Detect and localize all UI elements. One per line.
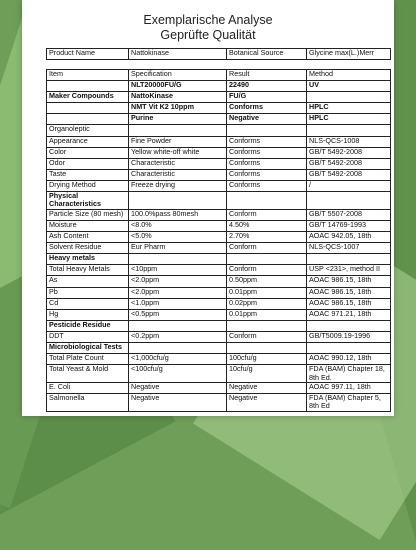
- row-result-cell: Conform: [227, 331, 307, 342]
- column-header-item: Item: [47, 70, 129, 81]
- row-item-cell: Total Yeast & Mold: [47, 365, 129, 383]
- row-result-cell: FU/G: [227, 92, 307, 103]
- row-item-cell: Total Plate Count: [47, 354, 129, 365]
- row-result-cell: [227, 254, 307, 265]
- row-result-cell: 0.01ppm: [227, 287, 307, 298]
- table-row: [47, 158, 391, 169]
- row-result-cell: Conforms: [227, 169, 307, 180]
- row-result-cell: 0.02ppm: [227, 298, 307, 309]
- row-item-cell: Pesticide Residue: [47, 320, 129, 331]
- row-specification-cell: <0.5ppm: [129, 309, 227, 320]
- row-item-cell: Pb: [47, 287, 129, 298]
- table-row: [47, 287, 391, 298]
- row-specification-cell: Purine: [129, 114, 227, 125]
- product-info-table: [46, 48, 391, 60]
- row-specification-cell: <0.2ppm: [129, 331, 227, 342]
- row-method-cell: GB/T 5492-2008: [307, 158, 391, 169]
- row-item-cell: [47, 114, 129, 125]
- row-method-cell: AOAC 971.21, 18th: [307, 309, 391, 320]
- row-specification-cell: <2.0ppm: [129, 276, 227, 287]
- sheet-title: Exemplarische Analyse: [143, 13, 273, 27]
- row-method-cell: GB/T 5492-2008: [307, 169, 391, 180]
- table-row: [47, 331, 391, 342]
- row-result-cell: 4.50%: [227, 220, 307, 231]
- row-item-cell: Hg: [47, 309, 129, 320]
- row-method-cell: [307, 342, 391, 353]
- row-item-cell: [47, 103, 129, 114]
- row-specification-cell: Negative: [129, 394, 227, 412]
- row-method-cell: [307, 192, 391, 210]
- row-method-cell: FDA (BAM) Chapter 18, 8th Ed.: [307, 365, 391, 383]
- row-result-cell: Conforms: [227, 180, 307, 191]
- row-item-cell: [47, 81, 129, 92]
- product-name-value: Nattokinase: [129, 49, 227, 60]
- row-item-cell: DDT: [47, 331, 129, 342]
- product-info-row: [47, 49, 391, 60]
- table-row: [47, 103, 391, 114]
- table-row: [47, 342, 391, 353]
- row-specification-cell: [129, 320, 227, 331]
- column-header-result: Result: [227, 70, 307, 81]
- table-row: [47, 320, 391, 331]
- row-method-cell: [307, 320, 391, 331]
- row-specification-cell: [129, 125, 227, 136]
- row-result-cell: [227, 192, 307, 210]
- row-specification-cell: <2.0ppm: [129, 287, 227, 298]
- table-row: [47, 298, 391, 309]
- row-specification-cell: Eur Pharm: [129, 243, 227, 254]
- row-result-cell: 22490: [227, 81, 307, 92]
- row-specification-cell: NLT20000FU/G: [129, 81, 227, 92]
- row-method-cell: USP <231>, method II: [307, 265, 391, 276]
- row-item-cell: Total Heavy Metals: [47, 265, 129, 276]
- row-specification-cell: [129, 254, 227, 265]
- row-specification-cell: <1,000cfu/g: [129, 354, 227, 365]
- row-item-cell: Taste: [47, 169, 129, 180]
- table-row: [47, 276, 391, 287]
- row-item-cell: Cd: [47, 298, 129, 309]
- row-method-cell: HPLC: [307, 114, 391, 125]
- row-item-cell: Organoleptic: [47, 125, 129, 136]
- row-specification-cell: Yellow white-off white: [129, 147, 227, 158]
- table-row: [47, 232, 391, 243]
- row-result-cell: Conforms: [227, 103, 307, 114]
- table-row: [47, 180, 391, 191]
- table-row: [47, 169, 391, 180]
- column-header-specification: Specification: [129, 70, 227, 81]
- row-specification-cell: <5.0%: [129, 232, 227, 243]
- row-result-cell: [227, 320, 307, 331]
- botanical-source-value: Glycine max(L.)Merr: [307, 49, 391, 60]
- row-method-cell: /: [307, 180, 391, 191]
- row-result-cell: Conforms: [227, 158, 307, 169]
- row-method-cell: AOAC 986.15, 18th: [307, 298, 391, 309]
- row-item-cell: Salmonella: [47, 394, 129, 412]
- row-result-cell: Conform: [227, 209, 307, 220]
- table-row: [47, 81, 391, 92]
- row-specification-cell: NMT Vit K2 10ppm: [129, 103, 227, 114]
- table-row: [47, 382, 391, 393]
- row-item-cell: Drying Method: [47, 180, 129, 191]
- row-result-cell: [227, 125, 307, 136]
- row-specification-cell: 100.0%pass 80mesh: [129, 209, 227, 220]
- row-method-cell: AOAC 986.15, 18th: [307, 287, 391, 298]
- row-specification-cell: Characteristic: [129, 169, 227, 180]
- table-row: [47, 394, 391, 412]
- row-result-cell: Negative: [227, 114, 307, 125]
- row-item-cell: Maker Compounds: [47, 92, 129, 103]
- row-item-cell: Microbiological Tests: [47, 342, 129, 353]
- row-specification-cell: Fine Powder: [129, 136, 227, 147]
- table-row: [47, 209, 391, 220]
- botanical-source-label: Botanical Source: [227, 49, 307, 60]
- row-method-cell: NLS-QCS-1008: [307, 136, 391, 147]
- row-item-cell: Moisture: [47, 220, 129, 231]
- row-specification-cell: <10ppm: [129, 265, 227, 276]
- product-name-label: Product Name: [47, 49, 129, 60]
- row-specification-cell: <1.0ppm: [129, 298, 227, 309]
- row-method-cell: [307, 254, 391, 265]
- table-row: [47, 125, 391, 136]
- row-result-cell: 10cfu/g: [227, 365, 307, 383]
- table-row: [47, 136, 391, 147]
- row-specification-cell: <8.0%: [129, 220, 227, 231]
- table-row: [47, 192, 391, 210]
- row-result-cell: 0.01ppm: [227, 309, 307, 320]
- row-method-cell: AOAC 997.11, 18th: [307, 382, 391, 393]
- row-result-cell: Conforms: [227, 136, 307, 147]
- row-item-cell: Particle Size (80 mesh): [47, 209, 129, 220]
- row-method-cell: GB/T5009.19-1996: [307, 331, 391, 342]
- table-row: [47, 365, 391, 383]
- table-row: [47, 243, 391, 254]
- row-method-cell: [307, 92, 391, 103]
- row-result-cell: Negative: [227, 382, 307, 393]
- row-specification-cell: <100cfu/g: [129, 365, 227, 383]
- row-method-cell: NLS-QCS-1007: [307, 243, 391, 254]
- table-row: [47, 265, 391, 276]
- table-row: [47, 147, 391, 158]
- row-method-cell: GB/T 14769-1993: [307, 220, 391, 231]
- table-row: [47, 92, 391, 103]
- row-result-cell: Conforms: [227, 147, 307, 158]
- row-item-cell: Color: [47, 147, 129, 158]
- sheet-subtitle: Geprüfte Qualität: [160, 28, 256, 42]
- table-row: [47, 114, 391, 125]
- row-item-cell: Appearance: [47, 136, 129, 147]
- row-method-cell: HPLC: [307, 103, 391, 114]
- row-item-cell: Solvent Residue: [47, 243, 129, 254]
- analysis-sheet: [22, 0, 394, 416]
- row-method-cell: UV: [307, 81, 391, 92]
- table-row: [47, 354, 391, 365]
- row-item-cell: Odor: [47, 158, 129, 169]
- row-result-cell: Conform: [227, 243, 307, 254]
- row-result-cell: [227, 342, 307, 353]
- row-item-cell: E. Coli: [47, 382, 129, 393]
- table-header-row: [47, 70, 391, 81]
- row-method-cell: AOAC 942.05, 18th: [307, 232, 391, 243]
- row-item-cell: Ash Content: [47, 232, 129, 243]
- table-row: [47, 220, 391, 231]
- table-row: [47, 254, 391, 265]
- row-result-cell: 2.70%: [227, 232, 307, 243]
- row-item-cell: Heavy metals: [47, 254, 129, 265]
- row-method-cell: FDA (BAM) Chapter 5, 8th Ed: [307, 394, 391, 412]
- row-specification-cell: NattoKinase: [129, 92, 227, 103]
- row-specification-cell: [129, 342, 227, 353]
- row-specification-cell: Freeze drying: [129, 180, 227, 191]
- row-method-cell: AOAC 990.12, 18th: [307, 354, 391, 365]
- row-result-cell: 100cfu/g: [227, 354, 307, 365]
- analysis-table: [46, 69, 391, 412]
- row-result-cell: Conform: [227, 265, 307, 276]
- row-specification-cell: [129, 192, 227, 210]
- column-header-method: Method: [307, 70, 391, 81]
- row-result-cell: 0.50ppm: [227, 276, 307, 287]
- row-method-cell: GB/T 5492-2008: [307, 147, 391, 158]
- row-specification-cell: Characteristic: [129, 158, 227, 169]
- table-row: [47, 309, 391, 320]
- row-item-cell: Physical Characteristics: [47, 192, 129, 210]
- row-specification-cell: Negative: [129, 382, 227, 393]
- row-result-cell: Negative: [227, 394, 307, 412]
- row-method-cell: GB/T 5507-2008: [307, 209, 391, 220]
- row-method-cell: [307, 125, 391, 136]
- row-item-cell: As: [47, 276, 129, 287]
- row-method-cell: AOAC 986.15, 18th: [307, 276, 391, 287]
